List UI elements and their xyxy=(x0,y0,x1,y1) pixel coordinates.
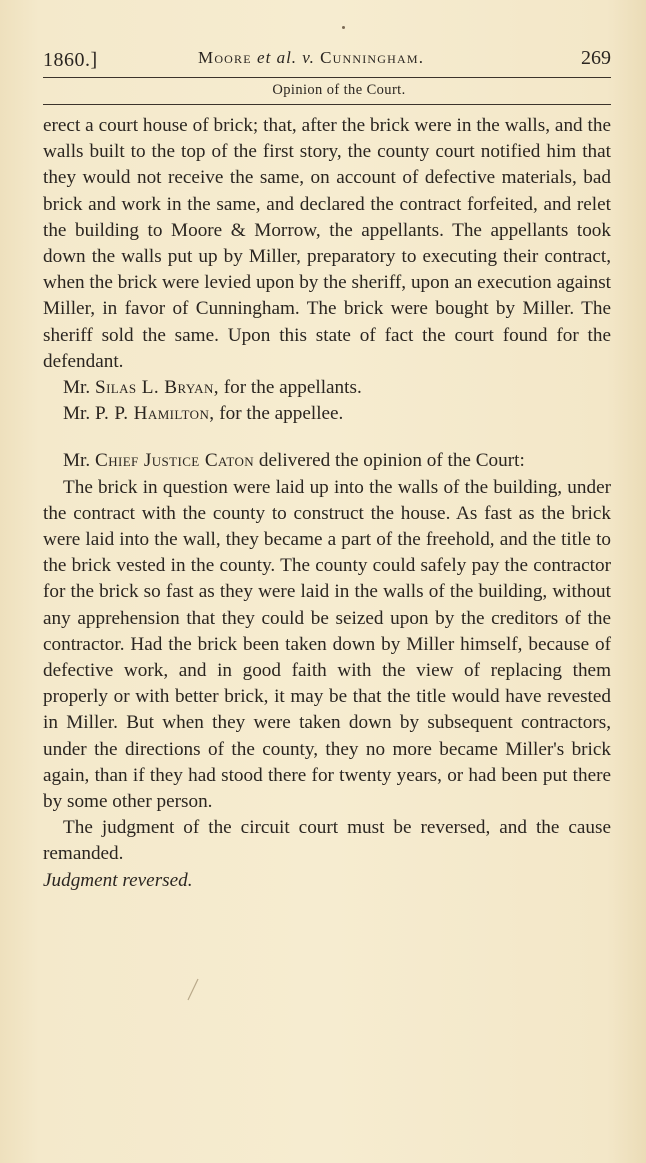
opinion-suffix: delivered the opinion of the Court: xyxy=(258,450,525,472)
subheading-rule xyxy=(43,104,611,105)
opinion-intro xyxy=(43,448,611,474)
header-rule xyxy=(43,77,611,78)
subheading-text: Opinion of the Court. xyxy=(272,82,406,98)
paragraph-gap xyxy=(43,427,611,448)
header-year: 1860.] xyxy=(43,49,98,71)
judgment-reversed: Judgment reversed. xyxy=(43,869,193,891)
header-title-moore: Moore xyxy=(198,48,252,67)
opinion-body-paragraph: The brick in question were laid up into the walls of the building, under the contract with the county to construct the house. As fast as the brick were laid into the wall, they became a part of the freehold, and the title to the brick vested in the county. The county could safely pay the contractor for the brick so fast as they were laid in the walls of the building, without any apprehension that they could be seized upon by the creditors of the contractor. Had the brick been taken down by Miller himself, because of defective work, and in good faith with the view of replacing them properly or with better brick, it may be that the title would have revested in Miller. But when they were taken down by subsequent contractors, under the directions of the county, they no more became Miller's brick again, than if they had stood there for twenty years, or had been put there by some other person. xyxy=(43,476,611,813)
header-title-et-al: et al. v. xyxy=(257,48,315,67)
section-subheading xyxy=(0,82,646,99)
counsel-appellee xyxy=(43,401,611,427)
header-page-number: 269 xyxy=(581,47,611,69)
counsel1-prefix: Mr. xyxy=(63,377,91,399)
counsel2-prefix: Mr. xyxy=(63,403,91,425)
counsel1-name: Silas L. Bryan, xyxy=(95,377,219,399)
counsel1-suffix: for the appellants. xyxy=(223,377,362,399)
pencil-mark-icon xyxy=(186,978,200,1002)
running-header xyxy=(43,45,611,75)
body-text xyxy=(43,113,611,894)
counsel-appellants xyxy=(43,375,611,401)
header-title-cunningham: Cunningham. xyxy=(320,48,425,67)
counsel2-name: P. P. Hamilton, xyxy=(95,403,215,425)
judgment-paragraph: The judgment of the circuit court must be reversed, and the cause remanded. xyxy=(43,817,611,865)
facts-paragraph: erect a court house of brick; that, after the brick were in the walls, and the walls built to the top of the first story, the county court notified him that they would not receive the same, on account of defective materials, bad brick and work in the same, and declared the contract forfeited, and relet the building to Moore & Morrow, the appellants. The appellants took down the walls put up by Miller, preparatory to executing their contract, when the brick were levied upon by the sheriff, upon an execution against Miller, in favor of Cunningham. The brick were bought by Miller. The sheriff sold the same. Upon this state of fact the court found for the defendant. xyxy=(43,115,611,372)
opinion-prefix: Mr. xyxy=(63,450,91,472)
header-case-title xyxy=(198,48,424,68)
counsel2-suffix: for the appellee. xyxy=(219,403,344,425)
page-speck xyxy=(342,26,345,29)
opinion-justice-name: Chief Justice Caton xyxy=(95,450,255,472)
